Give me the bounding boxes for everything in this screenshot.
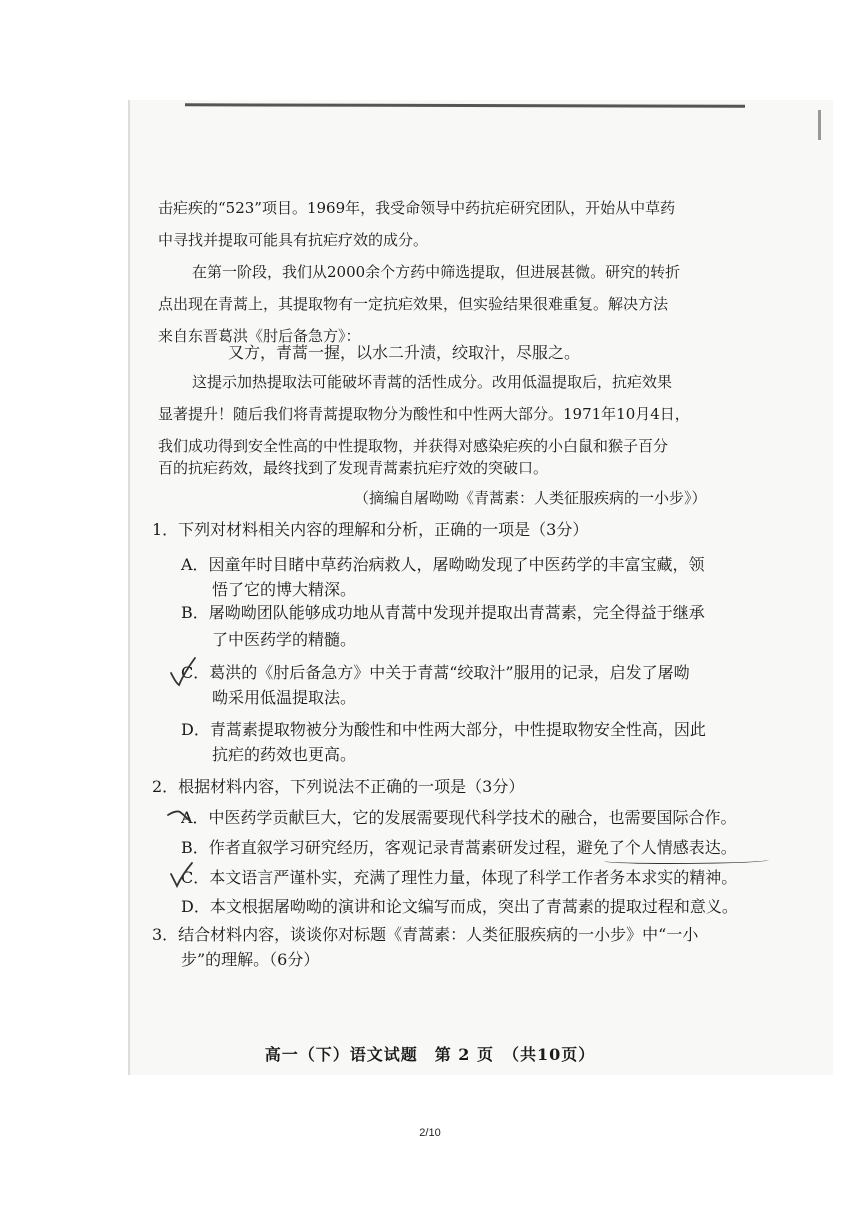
q1-option-b: B．屠呦呦团队能够成功地从青蒿中发现并提取出青蒿素，完全得益于继承 [181, 603, 705, 622]
q1-option-a: A．因童年时目睹中草药治病救人，屠呦呦发现了中医药学的丰富宝藏，领 [181, 555, 705, 574]
question-2-stem: 2．根据材料内容，下列说法不正确的一项是（3分） [152, 777, 525, 796]
q1-option-c: C．葛洪的《肘后备急方》中关于青蒿“绞取汁”服用的记录，启发了屠呦 [181, 663, 690, 682]
passage-line: 点出现在青蒿上，其提取物有一定抗疟效果，但实验结果很难重复。解决方法 [158, 295, 669, 313]
passage-line: 中寻找并提取可能具有抗疟疗效的成分。 [158, 231, 429, 249]
passage-line: 显著提升！随后我们将青蒿提取物分为酸性和中性两大部分。1971年10月4日， [158, 405, 690, 423]
q2-option-c: C．本文语言严谨朴实，充满了理性力量，体现了科学工作者务本求实的精神。 [181, 868, 738, 887]
q2-option-a: A．中医药学贡献巨大，它的发展需要现代科学技术的融合，也需要国际合作。 [181, 808, 737, 827]
passage-line: 我们成功得到安全性高的中性提取物，并获得对感染疟疾的小白鼠和猴子百分 [158, 437, 669, 455]
page-number: 2/10 [419, 1127, 441, 1139]
question-1-stem: 1．下列对材料相关内容的理解和分析，正确的一项是（3分） [152, 520, 589, 539]
question-3-stem-cont: 步”的理解。（6分） [181, 950, 320, 969]
scan-edge-right [818, 110, 821, 140]
q1-option-d-cont: 抗疟的药效也更高。 [212, 745, 357, 764]
checkmark-q1-c [168, 655, 198, 689]
q1-option-d: D．青蒿素提取物被分为酸性和中性两大部分，中性提取物安全性高，因此 [181, 720, 706, 739]
pen-mark-q2-a [166, 801, 192, 827]
scan-edge-left [128, 100, 130, 1075]
q1-option-c-cont: 呦采用低温提取法。 [212, 688, 357, 707]
q2-option-d: D．本文根据屠呦呦的演讲和论文编写而成，突出了青蒿素的提取过程和意义。 [181, 897, 738, 916]
passage-line: 百的抗疟药效，最终找到了发现青蒿素抗疟疗效的突破口。 [158, 459, 549, 477]
q1-option-b-cont: 了中医药学的精髓。 [212, 630, 357, 649]
passage-line: 这提示加热提取法可能破坏青蒿的活性成分。改用低温提取后，抗疟效果 [192, 373, 673, 391]
checkmark-q2-c [168, 860, 194, 890]
question-3-stem: 3．结合材料内容，谈谈你对标题《青蒿素：人类征服疾病的一小步》中“一小 [152, 925, 699, 944]
page-footer: 高一（下）语文试题 第 2 页 （共10页） [264, 1045, 596, 1064]
q2-option-b: B．作者直叙学习研究经历，客观记录青蒿素研发过程，避免了个人情感表达。 [181, 838, 737, 857]
passage-line: 在第一阶段，我们从2000余个方药中筛选提取，但进展甚微。研究的转折 [192, 263, 681, 281]
q1-option-a-cont: 悟了它的博大精深。 [212, 580, 357, 599]
passage-line: 击疟疾的“523”项目。1969年，我受命领导中药抗疟研究团队，开始从中草药 [158, 199, 676, 217]
passage-line: 来自东晋葛洪《肘后备急方》： [158, 327, 361, 345]
source-citation: （摘编自屠呦呦《青蒿素：人类征服疾病的一小步》） [354, 489, 707, 507]
quotation-line: 又方，青蒿一握，以水二升渍，绞取汁，尽服之。 [228, 343, 581, 362]
